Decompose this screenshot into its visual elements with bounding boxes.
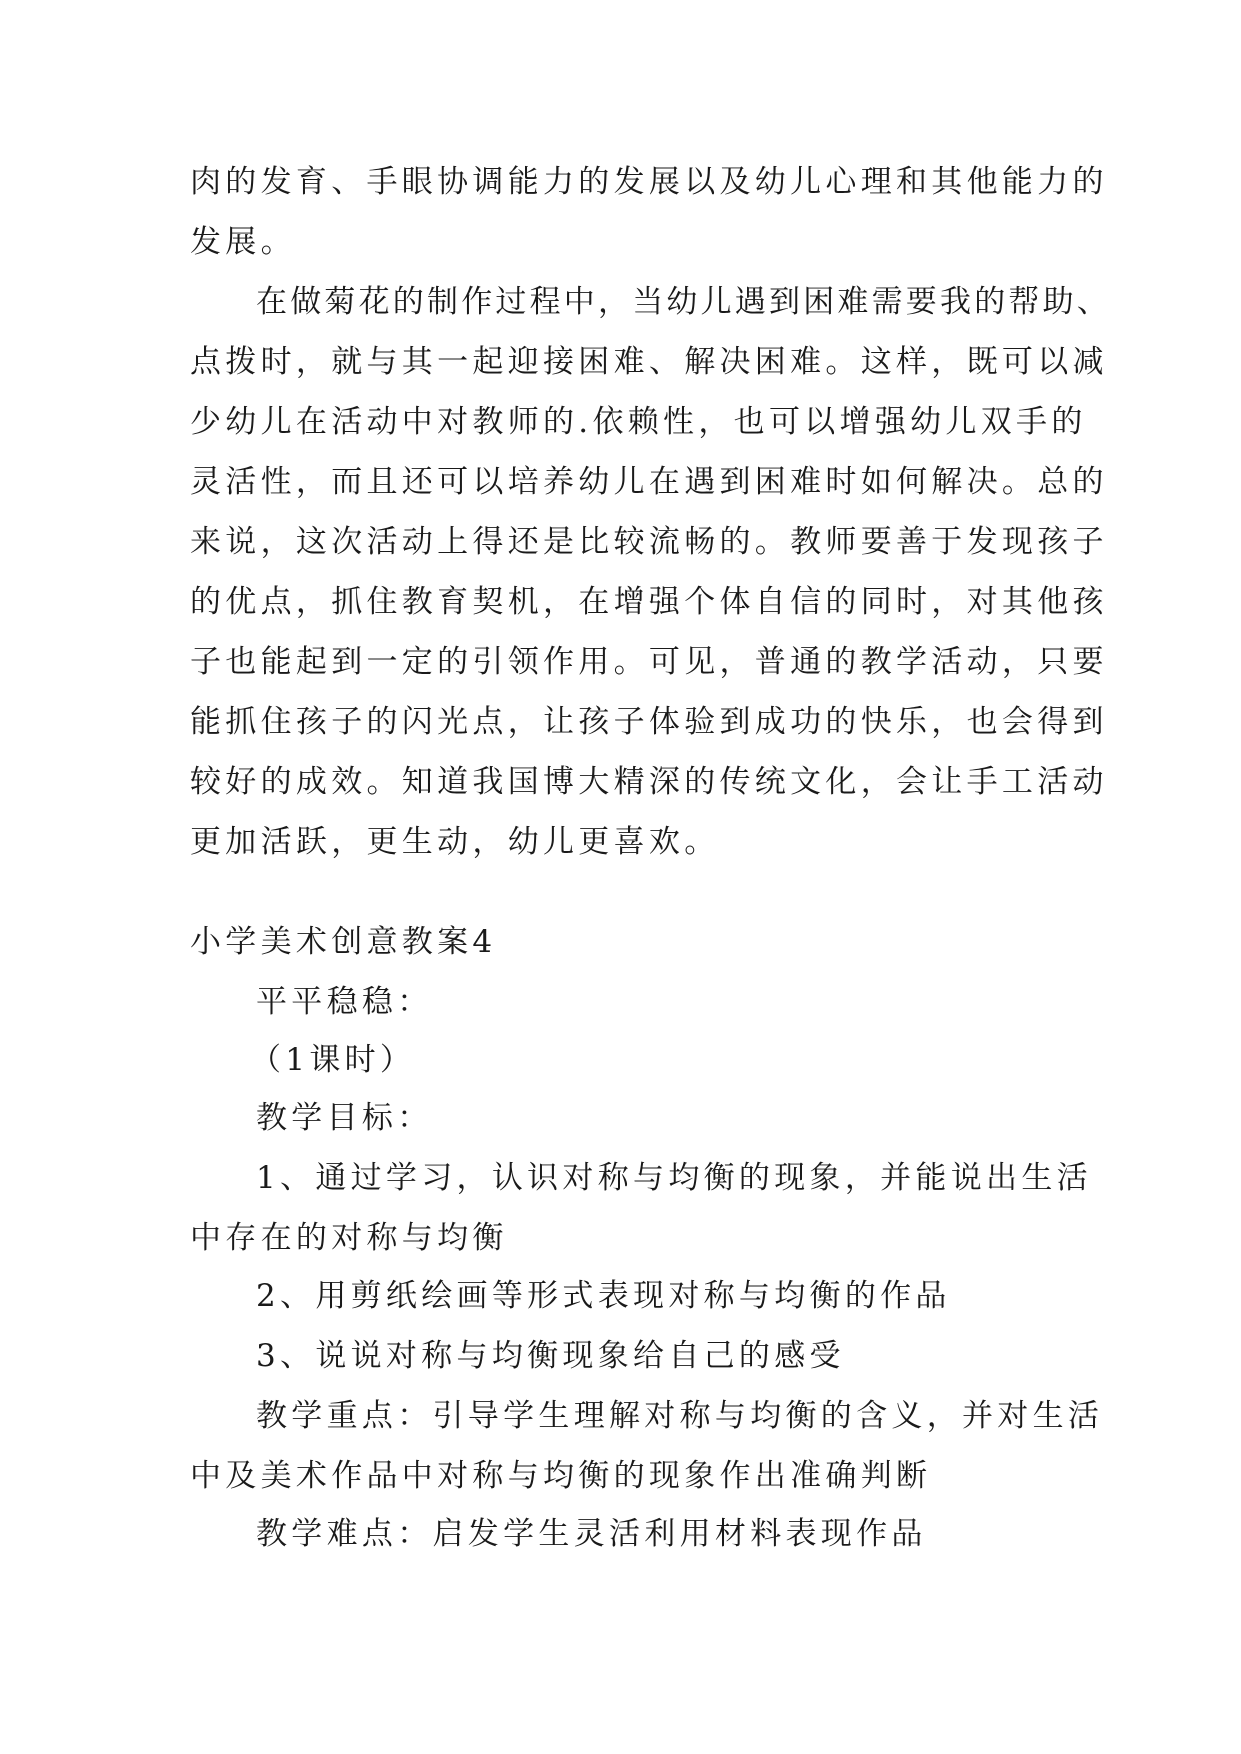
goal-item-continued: 中存在的对称与均衡 [190, 1220, 508, 1256]
key-point-continued: 中及美术作品中对称与均衡的现象作出准确判断 [190, 1458, 932, 1494]
lesson-name: 平平稳稳： [256, 984, 433, 1020]
goals-heading: 教学目标： [256, 1100, 433, 1136]
key-point: 教学重点：引导学生理解对称与均衡的含义，并对生活 [256, 1398, 1104, 1434]
paragraph-line: 少幼儿在活动中对教师的.依赖性，也可以增强幼儿双手的 [190, 404, 1087, 440]
paragraph-line: 发展。 [190, 224, 296, 260]
goal-item: 2、用剪纸绘画等形式表现对称与均衡的作品 [256, 1278, 951, 1314]
paragraph-line: 在做菊花的制作过程中，当幼儿遇到困难需要我的帮助、 [256, 284, 1111, 320]
paragraph-line: 点拨时，就与其一起迎接困难、解决困难。这样，既可以减 [190, 344, 1108, 380]
paragraph-line: 能抓住孩子的闪光点，让孩子体验到成功的快乐，也会得到 [190, 704, 1108, 740]
difficult-point: 教学难点：启发学生灵活利用材料表现作品 [256, 1516, 927, 1552]
goal-item: 3、说说对称与均衡现象给自己的感受 [256, 1338, 845, 1374]
lesson-duration: （1课时） [250, 1042, 416, 1078]
paragraph-line: 灵活性，而且还可以培养幼儿在遇到困难时如何解决。总的 [190, 464, 1108, 500]
goal-item: 1、通过学习，认识对称与均衡的现象，并能说出生活 [256, 1160, 1092, 1196]
paragraph-line: 更加活跃，更生动，幼儿更喜欢。 [190, 824, 720, 860]
paragraph-line: 子也能起到一定的引领作用。可见，普通的教学活动，只要 [190, 644, 1108, 680]
paragraph-line: 较好的成效。知道我国博大精深的传统文化，会让手工活动 [190, 764, 1108, 800]
section-title: 小学美术创意教案4 [190, 924, 497, 960]
paragraph-line: 来说，这次活动上得还是比较流畅的。教师要善于发现孩子 [190, 524, 1108, 560]
paragraph-line: 的优点，抓住教育契机，在增强个体自信的同时，对其他孩 [190, 584, 1108, 620]
paragraph-line: 肉的发育、手眼协调能力的发展以及幼儿心理和其他能力的 [190, 164, 1108, 200]
